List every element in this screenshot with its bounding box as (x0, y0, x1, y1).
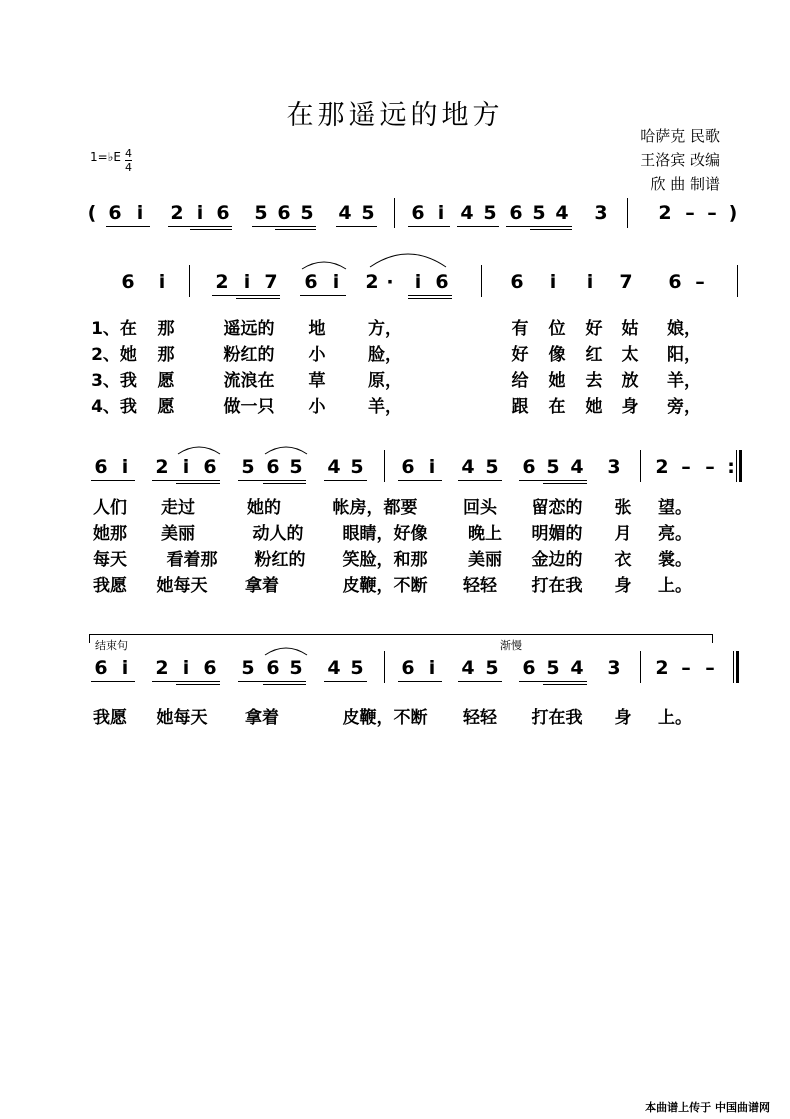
lyric: 给 (511, 371, 529, 391)
note: 2 (155, 657, 169, 679)
verse-2 (0, 340, 790, 364)
lyric: 地 (308, 319, 326, 339)
time-bottom: 4 (125, 161, 132, 174)
lyric: 方， (368, 319, 402, 339)
note: i (586, 271, 594, 293)
lyric: 她 (585, 397, 603, 417)
note: 6 (668, 271, 682, 293)
note: 6 (522, 456, 536, 478)
note: 2 (155, 456, 169, 478)
underline (168, 226, 232, 227)
lyric: 上。 (658, 576, 692, 596)
note: 6 (277, 202, 291, 224)
underline (300, 295, 346, 296)
lyric: 轻轻 (463, 708, 497, 728)
intro-open-paren: ( (87, 202, 97, 224)
lyric: 羊， (667, 371, 701, 391)
lyric: 阳， (667, 345, 701, 365)
lyric: 拿着 (245, 576, 279, 596)
underline (106, 226, 150, 227)
lyric: 皮鞭，不断 (342, 576, 428, 596)
note: 6 (522, 657, 536, 679)
note: 4 (555, 202, 569, 224)
underline (530, 229, 572, 230)
lyric: 美丽 (468, 550, 502, 570)
underline (152, 480, 220, 481)
slur (300, 257, 348, 271)
note: 6 (203, 456, 217, 478)
underline (458, 480, 502, 481)
note: 6 (411, 202, 425, 224)
lyric: 上。 (658, 708, 692, 728)
barline (384, 651, 385, 683)
lyric: 她每天 (156, 576, 208, 596)
note: 5 (241, 657, 255, 679)
lyric: 娘， (667, 319, 701, 339)
underline (324, 480, 367, 481)
underline (252, 226, 316, 227)
credit-transcriber: 欣 曲 制谱 (650, 175, 720, 193)
staff-line-1 (0, 271, 790, 311)
note: 6 (510, 271, 524, 293)
lyric: 做一只 (223, 397, 275, 417)
verse-3 (0, 366, 790, 390)
lyric: 跟 (511, 397, 529, 417)
lyric: 原， (368, 371, 402, 391)
underline (91, 681, 135, 682)
note: – (695, 271, 705, 293)
lyric: 帐房，都要 (332, 498, 418, 518)
note: 4 (338, 202, 352, 224)
lyric: 望。 (658, 498, 692, 518)
underline (238, 681, 306, 682)
lyric: 2、她 (91, 345, 137, 365)
lyric: 美丽 (161, 524, 195, 544)
underline (543, 684, 587, 685)
lyric: 她 (548, 371, 566, 391)
underline (263, 483, 306, 484)
note: 6 (94, 657, 108, 679)
lyric: 那 (157, 345, 175, 365)
note: i (428, 657, 436, 679)
lyric: 4、我 (91, 397, 137, 417)
underline (457, 226, 499, 227)
lyric: 走过 (161, 498, 195, 518)
lyric: 动人的 (252, 524, 304, 544)
lyric: 每天 (93, 550, 127, 570)
note: – (705, 657, 715, 679)
note: 5 (289, 456, 303, 478)
note: i (243, 271, 251, 293)
lyric: 在 (548, 397, 566, 417)
lyric: 眼睛，好像 (342, 524, 428, 544)
note: 2 (655, 456, 669, 478)
underline (152, 681, 220, 682)
page-title: 在那遥远的地方 (286, 100, 504, 131)
lyric: 姑 (621, 319, 639, 339)
lyric: 旁， (667, 397, 701, 417)
note: 2 (170, 202, 184, 224)
refrain-3 (0, 545, 790, 569)
lyric: 身 (614, 576, 632, 596)
intro-close-paren: ) (728, 202, 738, 224)
note: 4 (327, 657, 341, 679)
credit-arranger: 王洛宾 改编 (640, 151, 720, 169)
note: – (705, 456, 715, 478)
underline (236, 298, 280, 299)
lyric: 亮。 (658, 524, 692, 544)
note: 5 (254, 202, 268, 224)
note: – (707, 202, 717, 224)
staff-line-2 (0, 456, 790, 496)
note: i (158, 271, 166, 293)
lyric: 好 (585, 319, 603, 339)
note: 5 (532, 202, 546, 224)
note: 4 (570, 657, 584, 679)
barline (640, 450, 641, 482)
barline (394, 198, 395, 228)
lyric: 金边的 (531, 550, 583, 570)
final-barline (739, 450, 742, 482)
note: 3 (607, 657, 621, 679)
lyric: 小 (308, 397, 326, 417)
underline (398, 681, 442, 682)
lyric: 我愿 (93, 576, 127, 596)
note: 4 (460, 202, 474, 224)
barline (384, 450, 385, 482)
lyric: 她每天 (156, 708, 208, 728)
refrain-4 (0, 571, 790, 595)
lyric: 粉红的 (223, 345, 275, 365)
final-barline (736, 651, 739, 683)
note: 6 (401, 657, 415, 679)
lyric: 太 (621, 345, 639, 365)
underline (336, 226, 377, 227)
underline (519, 480, 587, 481)
lyric: 回头 (463, 498, 497, 518)
barline (189, 265, 190, 297)
note: 6 (216, 202, 230, 224)
lyric: 好 (511, 345, 529, 365)
lyric: 有 (511, 319, 529, 339)
underline (408, 226, 450, 227)
note: – (685, 202, 695, 224)
barline (733, 651, 734, 683)
lyric: 张 (614, 498, 632, 518)
lyric: 她的 (247, 498, 281, 518)
time-signature (125, 147, 132, 174)
underline (263, 684, 306, 685)
underline (212, 295, 280, 296)
barline (736, 450, 737, 482)
lyric: 看着那 (166, 550, 218, 570)
tempo-marking: 渐慢 (500, 639, 522, 652)
note: 3 (607, 456, 621, 478)
lyric: 衣 (614, 550, 632, 570)
time-top: 4 (125, 147, 132, 160)
coda-label: 结束句 (95, 639, 128, 652)
lyric: 明媚的 (531, 524, 583, 544)
note: 5 (546, 456, 560, 478)
credit-composer: 哈萨克 民歌 (640, 127, 720, 145)
note: 5 (350, 657, 364, 679)
lyric: 遥远的 (223, 319, 275, 339)
lyric: 身 (614, 708, 632, 728)
note: 5 (289, 657, 303, 679)
note: i (196, 202, 204, 224)
note: 5 (350, 456, 364, 478)
refrain-2 (0, 519, 790, 543)
lyric: 羊， (368, 397, 402, 417)
lyric: 红 (585, 345, 603, 365)
lyric: 愿 (157, 397, 175, 417)
note: – (681, 657, 691, 679)
note: 6 (108, 202, 122, 224)
note: 2 (215, 271, 229, 293)
underline (408, 298, 452, 299)
note: 6 (266, 657, 280, 679)
lyric: 我愿 (93, 708, 127, 728)
note: 6 (435, 271, 449, 293)
repeat-dots: : (727, 456, 735, 478)
note: 7 (264, 271, 278, 293)
note: 5 (546, 657, 560, 679)
note: 7 (619, 271, 633, 293)
note: i (121, 657, 129, 679)
lyric: 留恋的 (531, 498, 583, 518)
lyric: 粉红的 (254, 550, 306, 570)
note: i (136, 202, 144, 224)
intro-staff (0, 202, 790, 242)
underline (91, 480, 135, 481)
note: 6 (94, 456, 108, 478)
note: 4 (461, 456, 475, 478)
underline (275, 229, 316, 230)
lyric: 位 (548, 319, 566, 339)
lyric: 月 (614, 524, 632, 544)
lyric: 那 (157, 319, 175, 339)
note: 6 (266, 456, 280, 478)
lyric: 小 (308, 345, 326, 365)
lyric: 1、在 (91, 319, 137, 339)
lyric: 拿着 (245, 708, 279, 728)
note: 5 (241, 456, 255, 478)
underline (519, 681, 587, 682)
note: 5 (485, 657, 499, 679)
verse-4 (0, 392, 790, 416)
barline (737, 265, 738, 297)
lyric: 像 (548, 345, 566, 365)
note: i (182, 657, 190, 679)
lyric: 她那 (93, 524, 127, 544)
note: 2 (365, 271, 379, 293)
lyric: 草 (308, 371, 326, 391)
lyric: 3、我 (91, 371, 137, 391)
underline (190, 229, 232, 230)
lyric: 打在我 (531, 708, 583, 728)
note: i (414, 271, 422, 293)
footer-credit: 本曲谱上传于 中国曲谱网 (645, 1101, 770, 1114)
slur (176, 442, 222, 456)
refrain-1 (0, 493, 790, 517)
lyric: 皮鞭，不断 (342, 708, 428, 728)
barline (640, 651, 641, 683)
lyric: 裳。 (658, 550, 692, 570)
note: 2 (658, 202, 672, 224)
underline (398, 480, 442, 481)
key-signature: 1=♭E (90, 150, 121, 164)
lyric: 晚上 (468, 524, 502, 544)
note: · (386, 271, 394, 293)
note: i (121, 456, 129, 478)
note: 4 (570, 456, 584, 478)
underline (458, 681, 502, 682)
note: i (332, 271, 340, 293)
note: 3 (594, 202, 608, 224)
lyric: 打在我 (531, 576, 583, 596)
slur (263, 643, 309, 657)
refrain (0, 491, 790, 601)
note: i (428, 456, 436, 478)
underline (238, 480, 306, 481)
note: 5 (300, 202, 314, 224)
note: 5 (483, 202, 497, 224)
lyric: 流浪在 (223, 371, 275, 391)
lyric: 愿 (157, 371, 175, 391)
underline (543, 483, 587, 484)
underline (408, 295, 452, 296)
note: i (437, 202, 445, 224)
lyric: 放 (621, 371, 639, 391)
coda-lyric (0, 703, 790, 727)
coda-bracket (89, 634, 713, 643)
verses (0, 312, 790, 422)
note: – (681, 456, 691, 478)
underline (176, 483, 220, 484)
note: 4 (461, 657, 475, 679)
note: 4 (327, 456, 341, 478)
underline (506, 226, 572, 227)
staff-line-3 (0, 657, 790, 697)
lyric: 轻轻 (463, 576, 497, 596)
note: 6 (509, 202, 523, 224)
barline (481, 265, 482, 297)
note: 5 (361, 202, 375, 224)
underline (176, 684, 220, 685)
note: 2 (655, 657, 669, 679)
verse-1 (0, 314, 790, 338)
note: 6 (121, 271, 135, 293)
lyric: 去 (585, 371, 603, 391)
lyric: 脸， (368, 345, 402, 365)
slur (368, 247, 448, 269)
note: i (182, 456, 190, 478)
note: 6 (401, 456, 415, 478)
lyric: 身 (621, 397, 639, 417)
note: 6 (203, 657, 217, 679)
underline (324, 681, 367, 682)
note: i (549, 271, 557, 293)
note: 5 (485, 456, 499, 478)
lyric: 笑脸，和那 (342, 550, 428, 570)
barline (627, 198, 628, 228)
note: 6 (304, 271, 318, 293)
slur (263, 442, 309, 456)
lyric: 人们 (93, 498, 127, 518)
